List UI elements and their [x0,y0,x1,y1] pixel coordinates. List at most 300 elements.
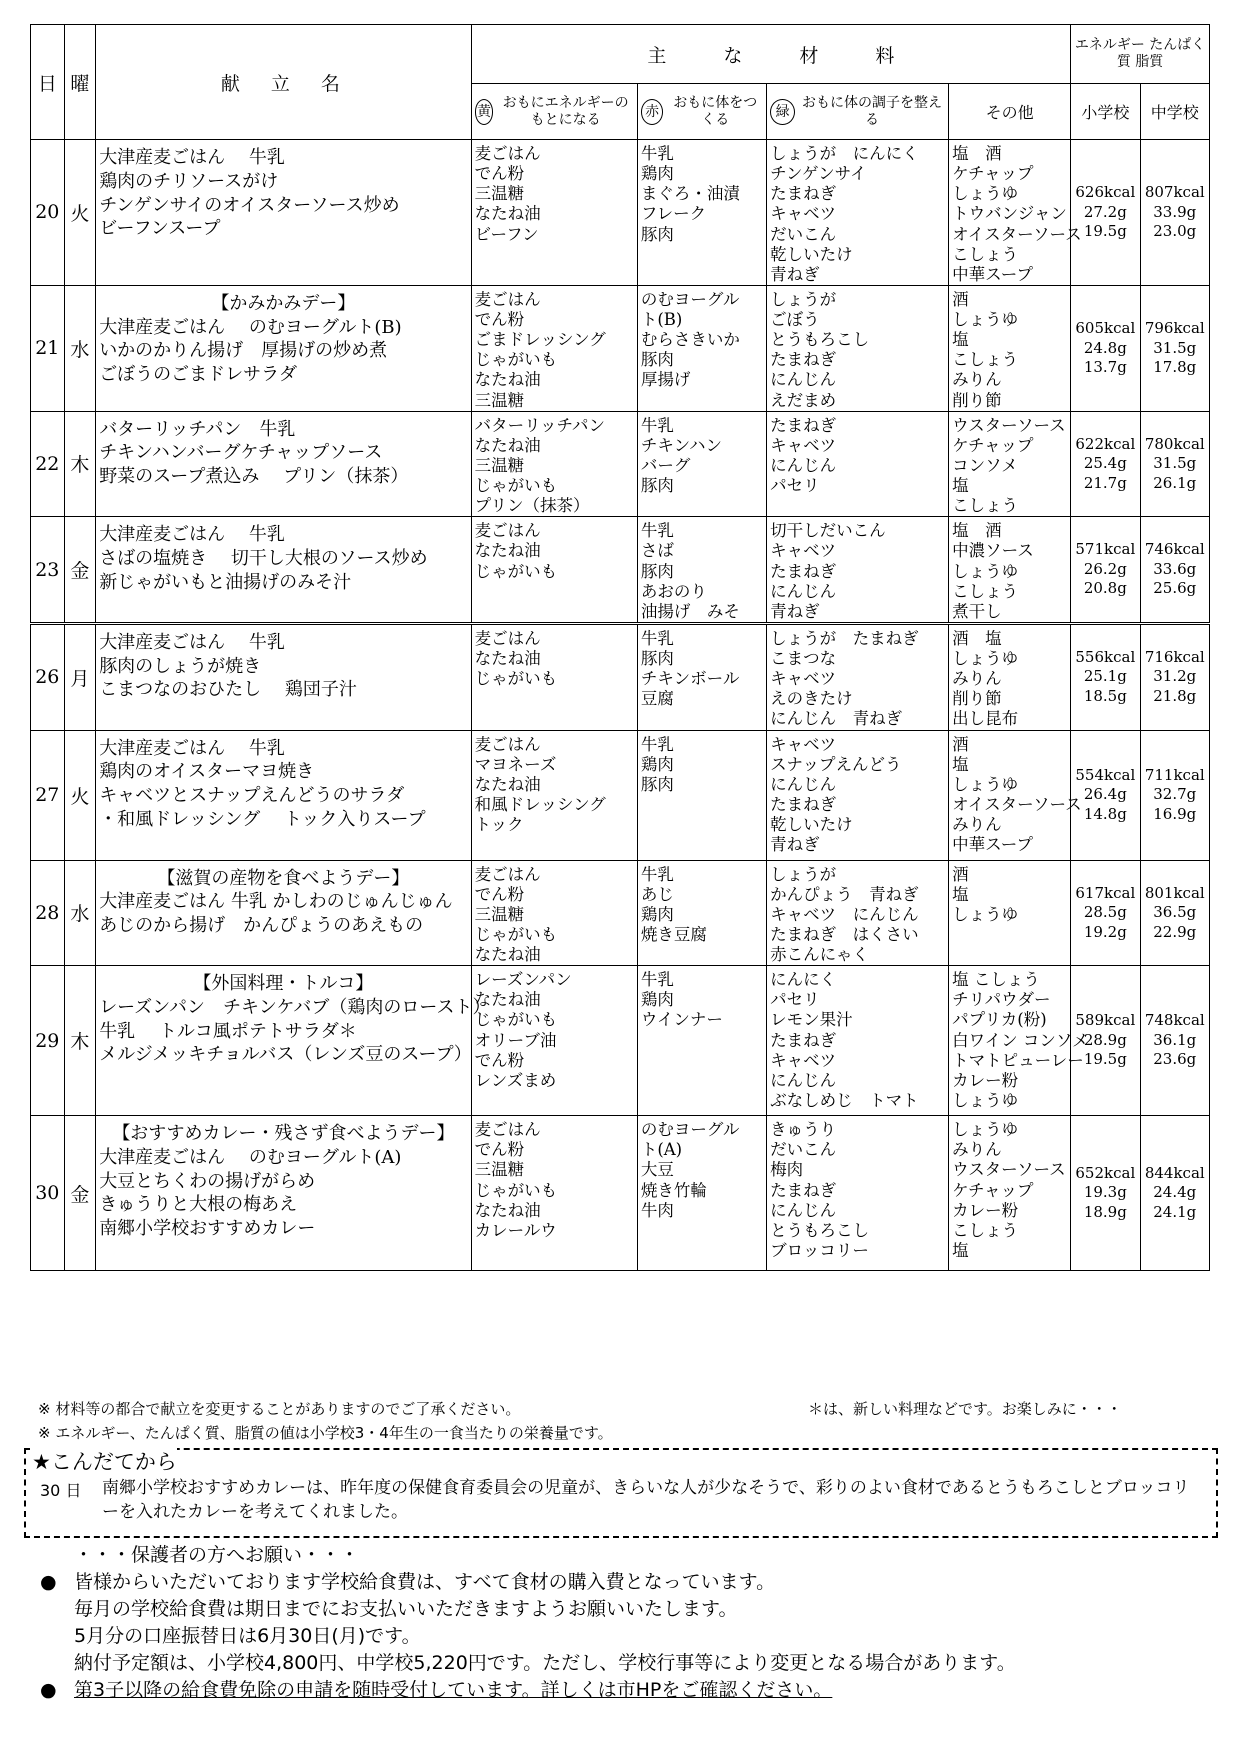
ingredient-item: バーグ [640,455,691,475]
nutrition-value: 711kcal [1144,765,1205,784]
ingredient-item: 中華スープ [952,264,1033,284]
weekday-cell: 木 [64,411,96,517]
ingredient-item: でん粉 [474,164,525,184]
ingredient-item: 三温糖 [474,1160,525,1180]
ingredients-red [637,140,766,286]
ingredient-item: 牛乳 [640,415,674,435]
bullet-icon: ● [40,1678,57,1701]
nutrition-value: 748kcal [1144,1011,1205,1030]
ingredient-item: レーズンパン [474,970,572,990]
weekday-cell: 火 [64,140,96,286]
kondate-day: 30 日 [40,1481,82,1500]
ingredient-item: 豚肉 [640,350,674,370]
nutrition-value: 23.0g [1153,222,1197,241]
ingredient-item: キャベツ [770,734,837,754]
ingredient-item: 牛肉 [640,1200,674,1220]
ingredient-item: ウスターソース [952,1160,1066,1180]
nutrition-value: 24.1g [1153,1202,1197,1221]
ingredient-item: コンソメ [952,455,1018,475]
nutrition-elementary [1071,1116,1140,1271]
dish-item: 豚肉のしょうが焼き [99,655,262,677]
dish-item: 鶏肉のチリソースがけ [99,170,279,192]
ingredient-item: なたね油 [474,774,541,794]
ingredient-item: 油揚げ みそ [640,601,740,621]
nutrition-elementary [1071,285,1140,411]
ingredient-item: なたね油 [474,541,541,561]
menu-day-row [31,623,1210,730]
nutrition-value: 19.2g [1083,922,1127,941]
nutrition-junior [1140,623,1209,730]
ingredient-item: しょうゆ [952,1120,1019,1140]
ingredient-item: とうもろこし [770,330,870,350]
ingredient-item: カレー粉 [952,1070,1019,1090]
ingredient-item: ウインナー [640,1010,723,1030]
nutrition-value: 18.5g [1083,686,1127,705]
nutrition-value: 780kcal [1144,434,1205,453]
ingredient-item: しょうが [770,289,837,309]
ingredient-item: にんじん [770,774,837,794]
dish-item: 【おすすめカレー・残さず食べようデー】 [112,1123,455,1145]
header-elementary: 小学校 [1071,84,1140,140]
ingredient-item: でん粉 [474,1140,525,1160]
ingredient-item: ケチャップ [952,435,1034,455]
bullet-icon: ● [40,1570,57,1593]
ingredient-item: にんじん [770,1070,837,1090]
ingredient-item: 中華スープ [952,835,1033,855]
nutrition-junior [1140,517,1209,624]
dish-item: 大津産麦ごはん 牛乳 [99,631,285,653]
header-cat-red: 赤 おもに体をつくる [637,84,766,140]
ingredient-item: バターリッチパン [474,415,605,435]
nutrition-value: 26.4g [1083,785,1127,804]
ingredient-item: ケチャップ [952,164,1034,184]
day-cell: 28 [31,860,65,966]
menu-table [30,24,1210,1271]
dish-item: チキンハンバーグケチャップソース [99,442,383,464]
ingredient-item: トマトピューレー [952,1050,1084,1070]
ingredient-item: パセリ [770,476,820,495]
notice-p1: 皆様からいただいております学校給食費は、すべて食材の購入費となっています。 [74,1570,776,1593]
ingredient-item: じゃがいも [474,669,558,689]
nutrition-junior [1140,285,1209,411]
ingredient-item: だいこん [770,224,837,244]
ingredients-yellow [471,411,637,517]
dish-item: メルジメッキチョルバス（レンズ豆のスープ） [99,1044,472,1066]
ingredient-item: カレー粉 [952,1200,1019,1220]
menu-day-row [31,285,1210,411]
menu-day-row [31,140,1210,286]
ingredients-other [949,730,1082,860]
ingredient-item: たまねぎ [770,1030,837,1050]
day-cell: 22 [31,411,65,517]
ingredient-item: 厚揚げ [640,370,691,390]
nutrition-elementary [1071,623,1140,730]
dish-list [96,1116,471,1271]
ingredient-item: にんじん [770,581,837,601]
ingredient-item: ト(B) [640,310,683,329]
nutrition-value: 19.5g [1083,222,1127,241]
nutrition-junior [1140,860,1209,966]
menu-day-row [31,860,1210,966]
nutrition-value: 796kcal [1144,319,1205,337]
nutrition-value: 554kcal [1075,765,1136,784]
ingredient-item: 鶏肉 [640,990,674,1010]
ingredient-item: にんじん 青ねぎ [770,709,903,729]
ingredient-item: ぶなしめじ トマト [770,1090,919,1110]
ingredient-item: オイスターソース [952,794,1082,814]
ingredient-item: 青ねぎ [770,264,820,284]
dish-item: バターリッチパン 牛乳 [99,418,296,440]
ingredients-green [767,1116,949,1271]
ingredient-item: のむヨーグル [640,1120,740,1140]
dish-list [96,140,471,286]
nutrition-junior [1140,966,1209,1116]
nutrition-value: 31.2g [1153,667,1197,686]
ingredient-item: なたね油 [474,1200,541,1220]
nutrition-elementary [1071,140,1140,286]
ingredient-item: 中濃ソース [952,541,1034,561]
notice-p5: 第3子以降の給食費免除の申請を随時受付しています。詳しくは市HPをご確認ください。 [74,1678,833,1701]
weekday-cell: 金 [64,517,96,624]
ingredients-yellow [471,730,637,860]
ingredient-item: きゅうり [770,1120,837,1140]
ingredients-yellow [471,966,637,1116]
ingredients-red [637,1116,766,1271]
notice-p3: 5月分の口座振替日は6月30日(月)です。 [74,1624,421,1647]
ingredients-other [949,623,1071,730]
ingredient-item: キャベツ [770,1050,837,1070]
ingredient-item: 大豆 [640,1160,674,1180]
ingredient-item: 豚肉 [640,224,674,244]
nutrition-value: 28.9g [1083,1030,1127,1049]
ingredient-item: 切干しだいこん [770,521,886,541]
ingredient-item: だいこん [770,1140,837,1160]
menu-day-row [31,730,1210,860]
dish-list [96,623,471,730]
ingredient-item: 塩 こしょう [952,970,1040,990]
nutrition-value: 26.1g [1153,473,1197,492]
ingredients-red [637,860,766,966]
nutrition-elementary [1071,517,1140,624]
ingredient-item: こしょう [952,350,1019,370]
dish-item: レーズンパン チキンケバブ（鶏肉のロースト） [99,996,491,1018]
ingredients-other [949,411,1071,517]
ingredients-other [949,1116,1071,1271]
ingredients-red [637,966,766,1116]
ingredient-item: ケチャップ [952,1180,1034,1200]
ingredient-item: 麦ごはん [474,144,541,163]
ingredients-green [767,966,949,1116]
nutrition-value: 21.8g [1153,686,1197,705]
ingredient-item: 牛乳 [640,144,674,163]
dish-item: 野菜のスープ煮込み プリン（抹茶） [99,466,409,488]
ingredient-item: にんじん [770,370,837,390]
ingredient-item: 焼き豆腐 [640,924,707,944]
nutrition-value: 844kcal [1144,1163,1205,1182]
nutrition-elementary [1071,860,1140,966]
ingredient-item: あじ [640,884,674,904]
ingredient-item: レモン果汁 [770,1010,853,1030]
ingredients-red [637,285,766,411]
ingredient-item: のむヨーグル [640,289,740,309]
dish-item: 南郷小学校おすすめカレー [99,1218,316,1240]
ingredient-item: 豚肉 [640,476,674,495]
ingredient-item: しょうゆ [952,561,1019,581]
ingredient-item: 煮干し [952,601,1002,621]
ingredient-item: なたね油 [474,370,541,390]
dish-item: あじのから揚げ かんぴょうのあえもの [99,915,424,936]
header-ingredients: 主 な 材 料 [471,25,1070,84]
ingredient-item: かんぴょう 青ねぎ [770,884,919,904]
day-cell: 29 [31,966,65,1116]
header-cat-green: 緑 おもに体の調子を整える [767,84,949,140]
dish-item: キャベツとスナップえんどうのサラダ [99,785,405,806]
ingredient-item: 豚肉 [640,774,674,794]
ingredient-item: なたね油 [474,649,541,668]
ingredient-item: カレールウ [474,1220,557,1240]
ingredient-item: しょうが たまねぎ [770,628,919,648]
ingredient-item: 麦ごはん [474,628,541,648]
ingredient-item: なたね油 [474,435,541,455]
day-cell: 23 [31,517,65,624]
nutrition-value: 14.8g [1083,804,1127,823]
ingredient-item: オリーブ油 [474,1030,557,1050]
nutrition-value: 31.5g [1153,338,1197,357]
nutrition-value: 28.5g [1083,903,1127,922]
dish-item: ・和風ドレッシング トック入りスープ [99,808,426,830]
dish-list [96,411,471,517]
ingredient-item: でん粉 [474,1050,525,1070]
dish-item: 新じゃがいもと油揚げのみそ汁 [99,571,352,593]
ingredients-yellow [471,285,637,411]
ingredients-yellow [471,1116,637,1271]
nutrition-value: 801kcal [1144,883,1205,902]
ingredient-item: トック [474,815,524,834]
ingredient-item: にんじん [770,1200,837,1220]
nutrition-value: 36.1g [1153,1030,1197,1049]
dish-list [96,517,471,624]
dish-item: 大津産麦ごはん のむヨーグルト(B) [99,316,402,338]
ingredient-item: 牛乳 [640,734,674,754]
ingredient-item: 青ねぎ [770,835,820,855]
ingredient-item: 酒 [952,289,969,309]
ingredient-item: ごぼう [770,310,820,329]
day-cell: 30 [31,1116,65,1271]
nutrition-value: 19.3g [1083,1183,1127,1202]
ingredient-item: レンズまめ [474,1070,557,1090]
nutrition-value: 25.4g [1083,454,1127,473]
ingredients-red [637,517,766,624]
header-menu-name: 献 立 名 [96,25,471,140]
ingredient-item: 麦ごはん [474,734,541,754]
nutrition-value: 626kcal [1075,183,1136,202]
ingredient-item: 鶏肉 [640,164,674,184]
nutrition-value: 24.8g [1083,338,1127,357]
nutrition-value: 22.9g [1153,922,1197,941]
dish-item: 大津産麦ごはん 牛乳 [99,147,285,168]
header-cat-other: その他 [949,84,1071,140]
ingredient-item: しょうゆ [952,649,1019,668]
nutrition-value: 31.5g [1153,454,1197,473]
dish-item: 【かみかみデー】 [211,292,356,314]
ingredient-item: たまねぎ [770,350,837,370]
ingredient-item: じゃがいも [474,1010,558,1030]
ingredient-item: 塩 [952,884,969,904]
ingredient-item: みりん [952,669,1002,689]
ingredients-green [767,517,949,624]
nutrition-value: 617kcal [1075,883,1136,902]
day-cell: 20 [31,140,65,286]
ingredient-item: たまねぎ [770,415,837,435]
nutrition-elementary [1071,411,1140,517]
dish-item: 【滋賀の産物を食べようデー】 [157,867,410,889]
ingredient-item: マヨネーズ [474,754,557,774]
kondate-box [24,1448,1218,1538]
ingredient-item: でん粉 [474,310,525,329]
ingredient-item: しょうゆ [952,184,1019,204]
dish-item: こまつなのおひたし 鶏団子汁 [99,679,357,701]
ingredient-item: 牛乳 [640,864,674,884]
ingredient-item: たまねぎ はくさい [770,924,919,944]
nutrition-value: 16.9g [1153,804,1197,823]
nutrition-value: 19.5g [1083,1050,1127,1069]
ingredient-item: たまねぎ [770,561,837,581]
dish-list [96,966,491,1116]
ingredient-item: たまねぎ [770,794,837,814]
ingredient-item: キャベツ [770,435,837,455]
ingredient-item: みりん [952,815,1002,834]
ingredient-item: こまつな [770,649,837,668]
ingredient-item: なたね油 [474,945,541,964]
ingredients-other [949,966,1089,1116]
ingredient-item: 鶏肉 [640,904,674,924]
nutrition-value: 605kcal [1075,319,1136,337]
ingredient-item: こしょう [952,581,1019,601]
dish-item: ビーフンスープ [99,218,221,240]
ingredient-item: キャベツ [770,669,837,689]
nutrition-value: 556kcal [1075,647,1136,666]
ingredient-item: 焼き竹輪 [640,1180,707,1200]
ingredient-item: 豚肉 [640,561,674,581]
ingredient-item: なたね油 [474,204,541,224]
weekday-cell: 火 [64,730,96,860]
nutrition-value: 622kcal [1075,434,1136,453]
nutrition-value: 652kcal [1075,1163,1136,1182]
ingredient-item: 三温糖 [474,390,525,410]
ingredient-item: 麦ごはん [474,289,541,309]
ingredient-item: しょうゆ [952,310,1019,329]
notice-p2: 毎月の学校給食費は期日までにお支払いいただきますようお願いいたします。 [74,1597,738,1620]
ingredients-yellow [471,623,637,730]
menu-day-row [31,517,1210,624]
ingredient-item: 白ワイン コンソメ [952,1030,1089,1050]
nutrition-junior [1140,411,1209,517]
ingredient-item: チキンボール [640,669,740,689]
ingredient-item: 三温糖 [474,904,525,924]
ingredient-item: えのきたけ [770,689,853,709]
ingredients-red [637,411,766,517]
dish-item: 牛乳 トルコ風ポテトサラダ＊ [99,1020,357,1042]
header-dow: 曜 [64,25,96,140]
nutrition-value: 24.4g [1153,1183,1197,1202]
ingredient-item: 酒 [952,734,969,754]
ingredient-item: 塩 [952,330,969,350]
ingredient-item: 牛乳 [640,970,674,990]
ingredient-item: じゃがいも [474,561,558,581]
ingredients-green [767,730,949,860]
menu-day-row [31,966,1210,1116]
ingredient-item: なたね油 [474,990,541,1010]
ingredient-item: じゃがいも [474,1180,558,1200]
ingredient-item: ト(A) [640,1140,683,1160]
ingredients-yellow [471,860,637,966]
ingredient-item: 出し昆布 [952,709,1019,729]
kondate-title: ★こんだてから [32,1446,177,1476]
header-nutrition: エネルギー たんぱく質 脂質 [1071,25,1210,84]
nutrition-value: 36.5g [1153,903,1197,922]
nutrition-junior [1140,140,1209,286]
ingredient-item: チキンハン [640,435,722,455]
red-badge-icon: 赤 [641,99,664,125]
yellow-badge-icon: 黄 [475,99,494,125]
ingredient-item: まぐろ・油漬 [640,184,740,204]
ingredient-item: じゃがいも [474,924,558,944]
ingredient-item: パセリ [770,990,820,1010]
ingredient-item: 麦ごはん [474,521,541,541]
day-cell: 27 [31,730,65,860]
dish-item: ごぼうのごまドレサラダ [99,364,298,386]
ingredients-green [767,411,949,517]
notice-section [40,1542,1220,1704]
dish-item: チンゲンサイのオイスターソース炒め [99,194,400,216]
ingredient-item: ウスターソース [952,415,1066,435]
ingredients-green [767,860,949,966]
nutrition-value: 716kcal [1144,647,1205,666]
nutrition-value: 807kcal [1144,183,1205,202]
ingredient-item: こしょう [952,496,1019,516]
ingredient-item: 乾しいたけ [770,244,853,264]
ingredients-yellow [471,140,637,286]
nutrition-value: 13.7g [1083,358,1127,376]
ingredient-item: 塩 [952,476,969,495]
ingredient-item: 酒 塩 [952,628,1002,648]
ingredient-item: 牛乳 [640,521,674,541]
dish-item: 大津産麦ごはん 牛乳 [99,737,285,759]
ingredient-item: 和風ドレッシング [474,794,606,814]
ingredients-other [949,140,1082,286]
ingredient-item: 麦ごはん [474,1120,541,1140]
ingredient-item: ブロッコリー [770,1240,869,1260]
ingredient-item: 削り節 [952,689,1002,709]
nutrition-value: 18.9g [1083,1202,1127,1221]
ingredient-item: こしょう [952,244,1019,264]
ingredient-item: さば [640,541,674,561]
weekday-cell: 水 [64,285,96,411]
ingredients-other [949,285,1071,411]
ingredient-item: むらさきいか [640,330,740,350]
ingredients-green [767,285,949,411]
weekday-cell: 月 [64,623,96,730]
weekday-cell: 木 [64,966,96,1116]
menu-day-row [31,411,1210,517]
note-2: ※ エネルギー、たんぱく質、脂質の値は小学校3・4年生の一食当たりの栄養量です。 [38,1424,613,1442]
ingredient-item: こしょう [952,1220,1019,1240]
ingredient-item: にんにく [770,970,837,990]
nutrition-value: 26.2g [1083,559,1127,578]
ingredient-item: とうもろこし [770,1220,870,1240]
day-cell: 21 [31,285,65,411]
ingredient-item: 三温糖 [474,184,525,204]
